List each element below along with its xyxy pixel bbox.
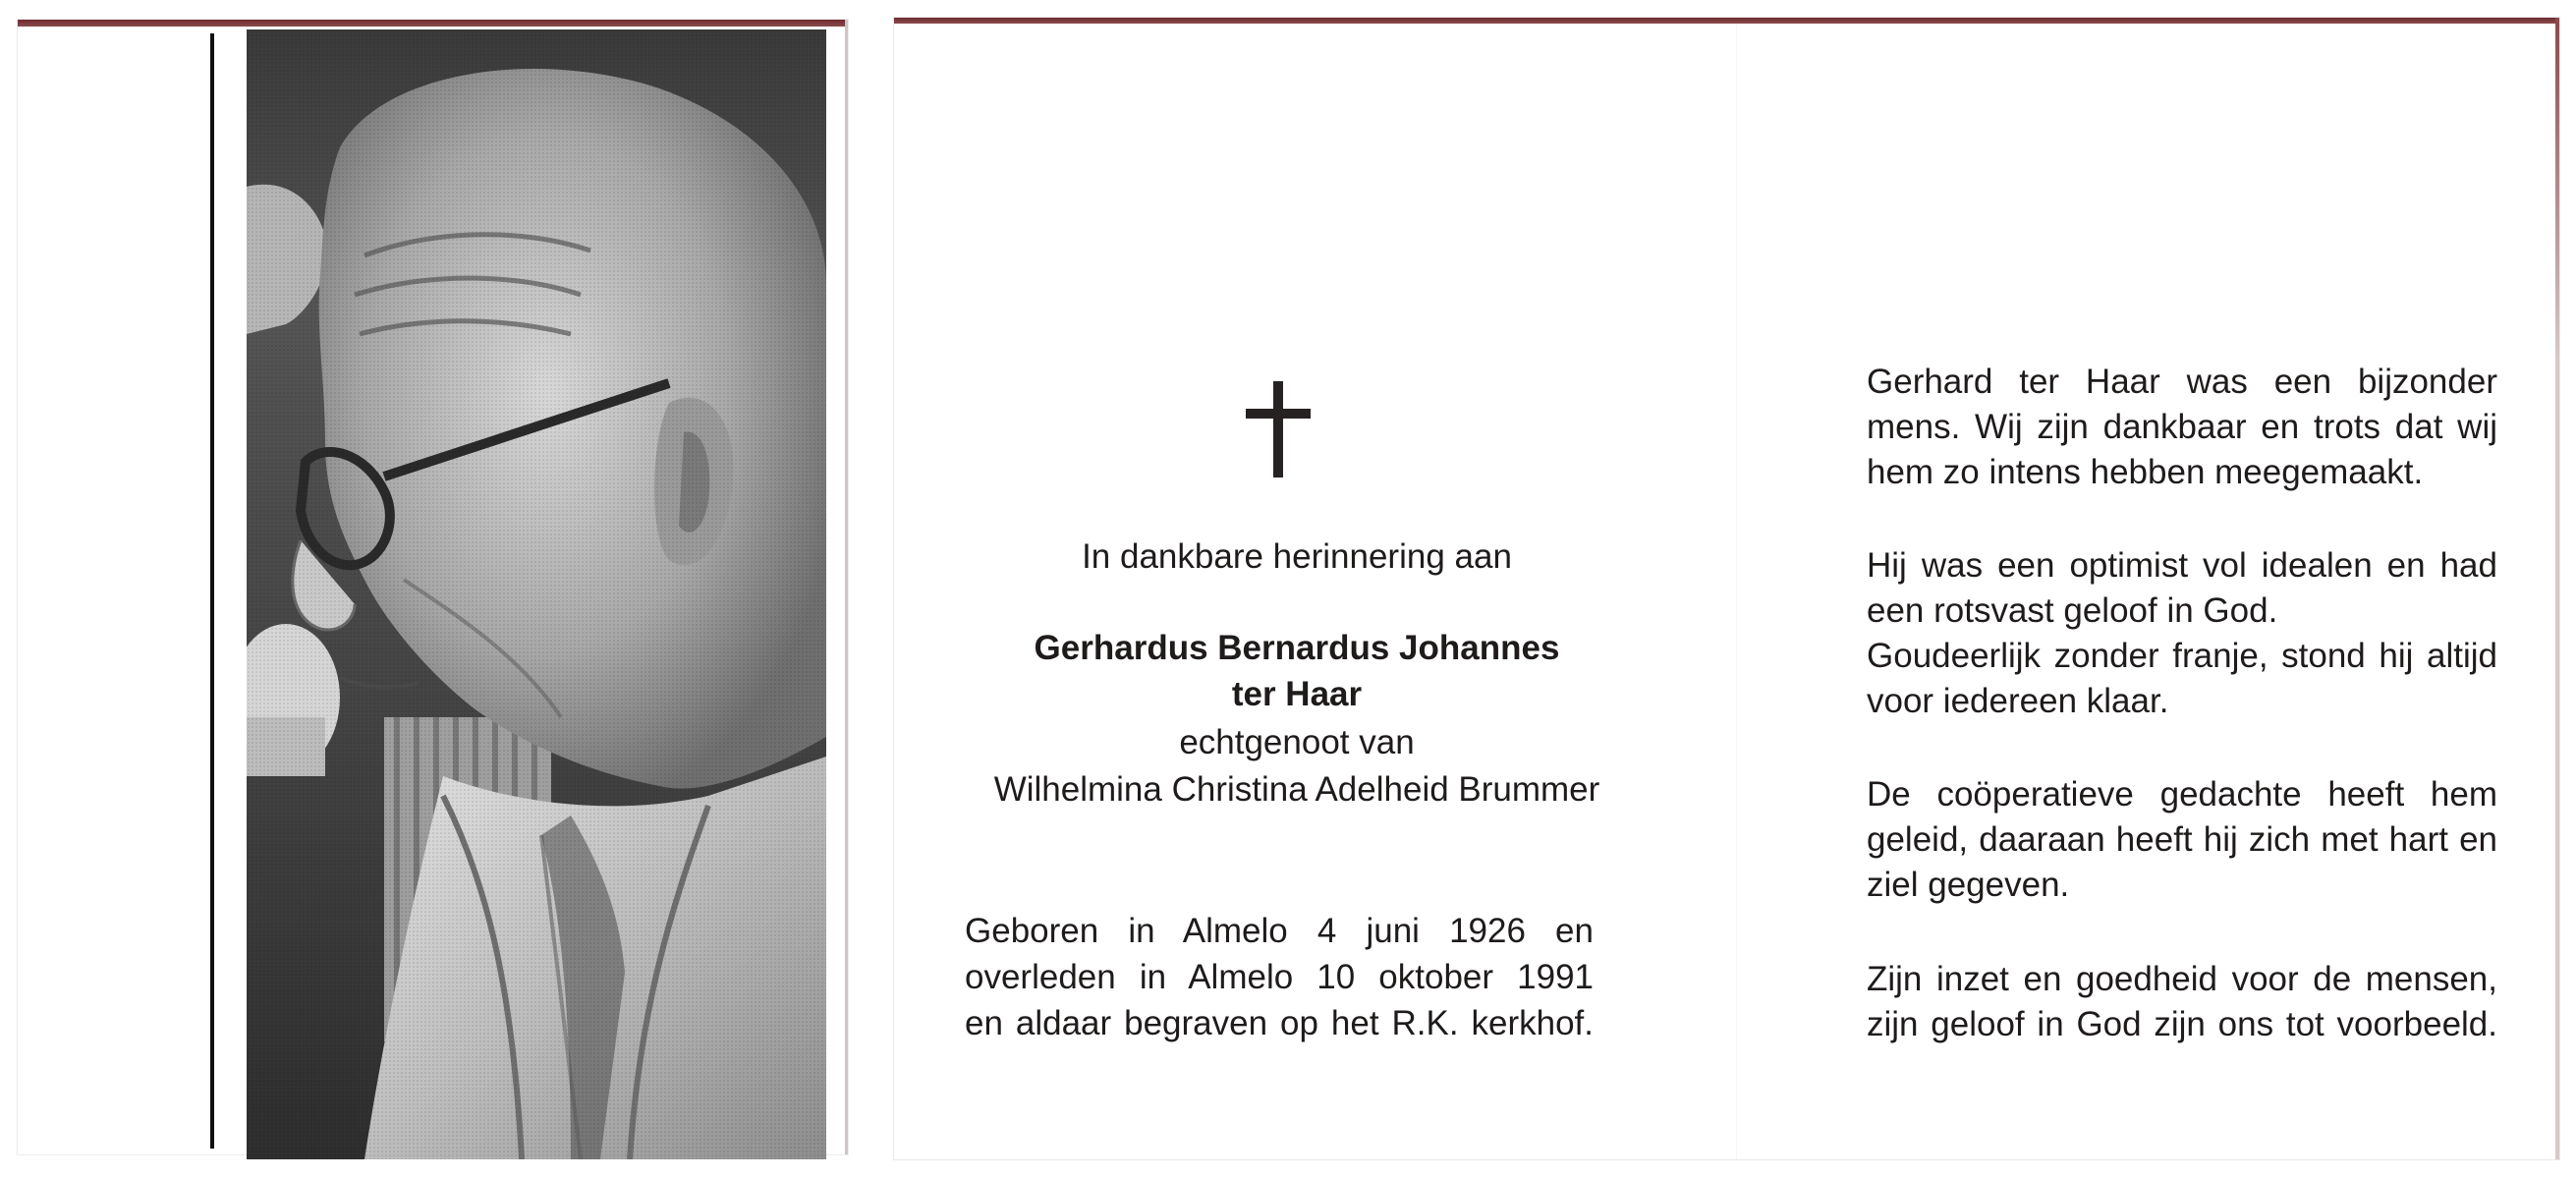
intro-text: In dankbare herinnering aan (1082, 537, 1512, 576)
tribute-line: voor iedereen klaar. (1867, 682, 2169, 720)
birth-line-3: en aldaar begraven op het R.K. kerkhof. (965, 1004, 1594, 1042)
card-right-edge (2555, 18, 2559, 1159)
tribute-line: Gerhard ter Haar was een bijzonder (1867, 363, 2497, 401)
tribute-paragraph-1 (1867, 360, 2497, 495)
tribute-line: geleid, daaraan heeft hij zich met hart en (1867, 820, 2497, 859)
card-right-edge (845, 20, 848, 1154)
birth-death-info (965, 908, 1594, 1046)
tribute-paragraph-4 (1867, 957, 2497, 1047)
tribute-line: ziel gegeven. (1867, 866, 2070, 904)
tribute-line: zijn geloof in God zijn ons tot voorbeeld. (1867, 1005, 2497, 1043)
portrait-photo (247, 29, 826, 1159)
spouse-block (953, 719, 1641, 814)
deceased-name-line-2: ter Haar (1231, 675, 1363, 713)
tribute-paragraph-3 (1867, 772, 2497, 908)
birth-line-1: Geboren in Almelo 4 juni 1926 en (965, 912, 1594, 950)
card-top-edge (18, 20, 848, 27)
tribute-line: een rotsvast geloof in God. (1867, 591, 2278, 630)
spouse-name: Wilhelmina Christina Adelheid Brummer (993, 770, 1600, 809)
deceased-name (953, 625, 1641, 717)
tribute-line: Hij was een optimist vol idealen en had (1867, 546, 2497, 585)
deceased-name-line-1: Gerhardus Bernardus Johannes (1034, 629, 1560, 667)
card-fold-line (1736, 24, 1737, 1159)
birth-line-2: overleden in Almelo 10 oktober 1991 (965, 958, 1594, 996)
spouse-intro: echtgenoot van (1179, 723, 1415, 761)
memorial-card-photo-panel (18, 20, 848, 1154)
tribute-line: Goudeerlijk zonder franje, stond hij altijd (1867, 637, 2497, 675)
cross-icon (1246, 381, 1311, 477)
tribute-line: De coöperatieve gedachte heeft hem (1867, 775, 2497, 814)
tribute-line: mens. Wij zijn dankbaar en trots dat wij (1867, 408, 2497, 446)
card-top-edge (894, 18, 2559, 24)
tribute-line: hem zo intens hebben meegemaakt. (1867, 453, 2424, 491)
vertical-divider-line (210, 33, 214, 1149)
tribute-line: Zijn inzet en goedheid voor de mensen, (1867, 960, 2497, 998)
tribute-paragraph-2 (1867, 543, 2497, 724)
memorial-card-text-panel (894, 18, 2559, 1159)
